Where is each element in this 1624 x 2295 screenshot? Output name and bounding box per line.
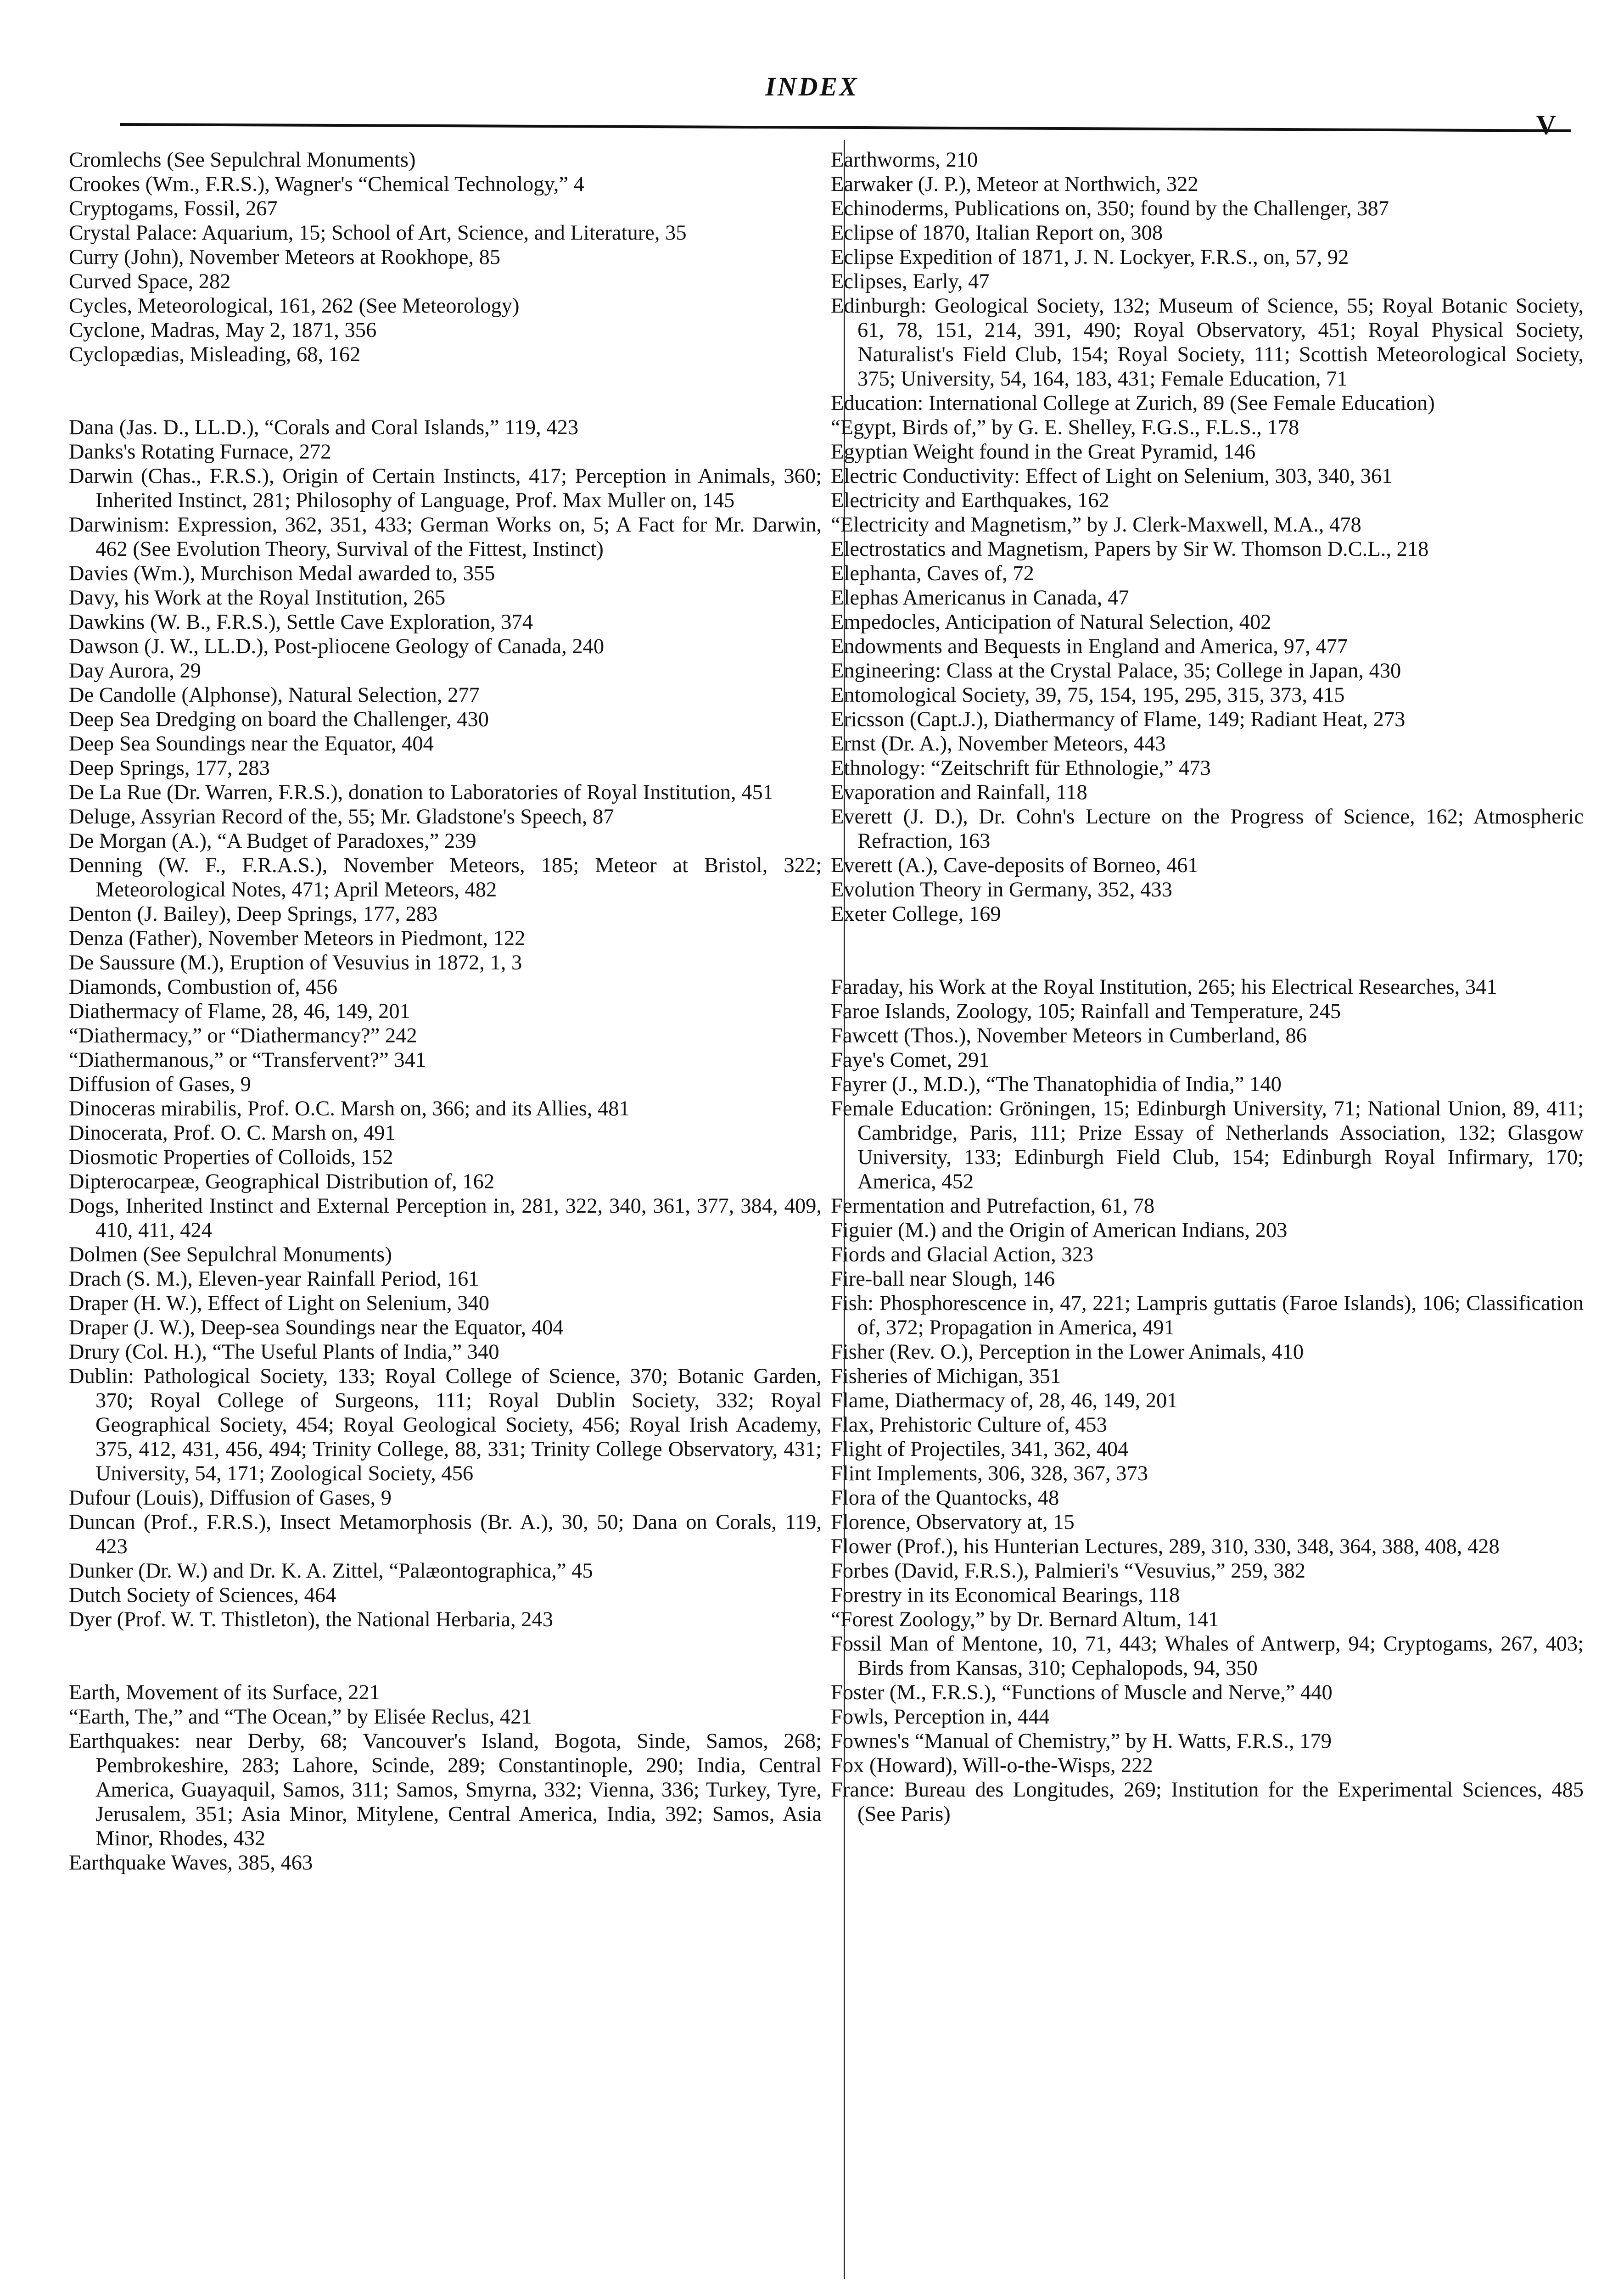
right-column <box>831 148 1584 1826</box>
index-entry: Ethnology: “Zeitschrift für Ethnologie,” 473 <box>831 756 1211 780</box>
index-entry: Dana (Jas. D., LL.D.), “Corals and Coral Islands,” 119, 423 <box>69 416 579 439</box>
index-entry: Dutch Society of Sciences, 464 <box>69 1584 336 1607</box>
index-entry: Empedocles, Anticipation of Natural Selection, 402 <box>831 610 1271 634</box>
index-entry: Darwinism: Expression, 362, 351, 433; German Works on, 5; A Fact for Mr. Darwin, 462 (See Evolution Theory, Survival of the Fittest, Instinct) <box>69 513 822 561</box>
index-entry: Fiords and Glacial Action, 323 <box>831 1243 1094 1266</box>
index-entry: Cycles, Meteorological, 161, 262 (See Meteorology) <box>69 294 520 318</box>
index-entry: Crookes (Wm., F.R.S.), Wagner's “Chemical Technology,” 4 <box>69 173 584 196</box>
index-entry: Faraday, his Work at the Royal Institution, 265; his Electrical Researches, 341 <box>831 975 1497 999</box>
index-entry: Flower (Prof.), his Hunterian Lectures, 289, 310, 330, 348, 364, 388, 408, 428 <box>831 1535 1500 1558</box>
index-entry: “Diathermanous,” or “Transfervent?” 341 <box>69 1048 426 1072</box>
index-entry: Echinoderms, Publications on, 350; found by the Challenger, 387 <box>831 197 1389 220</box>
index-entry: Fossil Man of Mentone, 10, 71, 443; Whales of Antwerp, 94; Cryptogams, 267, 403; Birds from Kansas, 310; Cephalopods, 94, 350 <box>831 1632 1584 1680</box>
index-entry: Faroe Islands, Zoology, 105; Rainfall and Temperature, 245 <box>831 1000 1341 1023</box>
index-entry: Entomological Society, 39, 75, 154, 195, 295, 315, 373, 415 <box>831 683 1345 707</box>
index-entry: Dawson (J. W., LL.D.), Post-pliocene Geology of Canada, 240 <box>69 635 605 658</box>
index-entry: Dinocerata, Prof. O. C. Marsh on, 491 <box>69 1121 396 1145</box>
index-entry: Everett (J. D.), Dr. Cohn's Lecture on the Progress of Science, 162; Atmospheric Refraction, 163 <box>831 805 1584 853</box>
index-entry: Electricity and Earthquakes, 162 <box>831 489 1109 512</box>
index-entry: Engineering: Class at the Crystal Palace, 35; College in Japan, 430 <box>831 659 1401 683</box>
index-entry: Elephas Americanus in Canada, 47 <box>831 586 1129 610</box>
index-entry: Fermentation and Putrefaction, 61, 78 <box>831 1194 1155 1218</box>
index-entry: Diffusion of Gases, 9 <box>69 1073 251 1096</box>
index-entry: “Earth, The,” and “The Ocean,” by Elisée Reclus, 421 <box>69 1705 532 1729</box>
index-entry: Flax, Prehistoric Culture of, 453 <box>831 1413 1107 1437</box>
index-entry: Female Education: Gröningen, 15; Edinburgh University, 71; National Union, 89, 411; Cambridge, Paris, 111; Prize Essay of Netherlands Association, 132; Glasgow University, 133; Edinburgh Field Club, 154; Edinburgh Royal Infirmary, 170; America, 452 <box>831 1097 1584 1193</box>
index-entry: Cryptogams, Fossil, 267 <box>69 197 278 220</box>
index-entry: Earthquake Waves, 385, 463 <box>69 1851 313 1875</box>
index-entry: De Morgan (A.), “A Budget of Paradoxes,” 239 <box>69 829 476 853</box>
index-entry: Draper (H. W.), Effect of Light on Selenium, 340 <box>69 1292 490 1315</box>
index-entry: Ericsson (Capt.J.), Diathermancy of Flame, 149; Radiant Heat, 273 <box>831 708 1406 731</box>
index-entry: Evolution Theory in Germany, 352, 433 <box>831 878 1172 901</box>
index-entry: Curry (John), November Meteors at Rookhope, 85 <box>69 246 501 269</box>
index-entry: Electric Conductivity: Effect of Light on Selenium, 303, 340, 361 <box>831 465 1393 488</box>
index-entry: Flora of the Quantocks, 48 <box>831 1486 1059 1510</box>
index-entry: Flint Implements, 306, 328, 367, 373 <box>831 1462 1148 1485</box>
index-entry: Darwin (Chas., F.R.S.), Origin of Certain Instincts, 417; Perception in Animals, 360; Inherited Instinct, 281; Philosophy of Language, Prof. Max Muller on, 145 <box>69 465 822 512</box>
index-entry: Dawkins (W. B., F.R.S.), Settle Cave Exploration, 374 <box>69 610 533 634</box>
index-entry: Fisher (Rev. O.), Perception in the Lower Animals, 410 <box>831 1340 1304 1364</box>
index-entry: “Diathermacy,” or “Diathermancy?” 242 <box>69 1024 417 1047</box>
index-entry: Draper (J. W.), Deep-sea Soundings near the Equator, 404 <box>69 1316 564 1339</box>
index-entry: Duncan (Prof., F.R.S.), Insect Metamorphosis (Br. A.), 30, 50; Dana on Corals, 119, 423 <box>69 1511 822 1558</box>
index-entry: Ernst (Dr. A.), November Meteors, 443 <box>831 732 1166 756</box>
index-entry: Davy, his Work at the Royal Institution, 265 <box>69 586 446 610</box>
index-entry: Deluge, Assyrian Record of the, 55; Mr. Gladstone's Speech, 87 <box>69 805 614 828</box>
index-entry: Diathermacy of Flame, 28, 46, 149, 201 <box>69 1000 410 1023</box>
index-entry: Drury (Col. H.), “The Useful Plants of India,” 340 <box>69 1340 499 1364</box>
index-entry: Deep Springs, 177, 283 <box>69 756 270 780</box>
index-entry: “Electricity and Magnetism,” by J. Clerk-Maxwell, M.A., 478 <box>831 513 1361 537</box>
index-entry: Earwaker (J. P.), Meteor at Northwich, 322 <box>831 173 1198 196</box>
index-entry: Dipterocarpeæ, Geographical Distribution of, 162 <box>69 1170 495 1193</box>
index-entry: Deep Sea Dredging on board the Challenger, 430 <box>69 708 489 731</box>
index-entry: Dublin: Pathological Society, 133; Royal College of Science, 370; Botanic Garden, 370; Royal College of Surgeons, 111; Royal Dublin Society, 332; Royal Geographical Society, 454; Royal Geological Society, 456; Royal Irish Academy, 375, 412, 431, 456, 494; Trinity College, 88, 331; Trinity College Observatory, 431; University, 54, 171; Zoological Society, 456 <box>69 1365 822 1485</box>
index-entry: Elephanta, Caves of, 72 <box>831 562 1034 585</box>
index-entry: Dogs, Inherited Instinct and External Perception in, 281, 322, 340, 361, 377, 384, 409, 410, 411, 424 <box>69 1194 822 1242</box>
index-entry: Eclipse of 1870, Italian Report on, 308 <box>831 221 1163 245</box>
index-entry: Flight of Projectiles, 341, 362, 404 <box>831 1438 1129 1461</box>
index-entry: Education: International College at Zurich, 89 (See Female Education) <box>831 392 1435 415</box>
index-entry: Fayrer (J., M.D.), “The Thanatophidia of India,” 140 <box>831 1073 1282 1096</box>
index-entry: Earthquakes: near Derby, 68; Vancouver's Island, Bogota, Sinde, Samos, 268; Pembrokeshire, 283; Lahore, Scinde, 289; Constantinople, 290; India, Central America, Guayaquil, Samos, 311; Samos, Smyrna, 332; Vienna, 336; Turkey, Tyre, Jerusalem, 351; Asia Minor, Mitylene, Central America, India, 392; Samos, Asia Minor, Rhodes, 432 <box>69 1730 822 1850</box>
index-entry: Dunker (Dr. W.) and Dr. K. A. Zittel, “Palæontographica,” 45 <box>69 1559 593 1583</box>
index-entry: Davies (Wm.), Murchison Medal awarded to, 355 <box>69 562 495 585</box>
page-number: V <box>1536 110 1556 140</box>
index-entry: Dyer (Prof. W. T. Thistleton), the National Herbaria, 243 <box>69 1608 554 1631</box>
index-entry: Eclipse Expedition of 1871, J. N. Lockyer, F.R.S., on, 57, 92 <box>831 246 1349 269</box>
header-rule <box>120 123 1571 132</box>
index-entry: Fownes's “Manual of Chemistry,” by H. Watts, F.R.S., 179 <box>831 1730 1332 1753</box>
index-entry: Day Aurora, 29 <box>69 659 201 683</box>
index-entry: Everett (A.), Cave-deposits of Borneo, 461 <box>831 854 1198 877</box>
index-entry: De Saussure (M.), Eruption of Vesuvius in 1872, 1, 3 <box>69 951 522 974</box>
index-entry: Forestry in its Economical Bearings, 118 <box>831 1584 1180 1607</box>
index-entry: France: Bureau des Longitudes, 269; Institution for the Experimental Sciences, 485 (See Paris) <box>831 1778 1584 1826</box>
index-entry: “Forest Zoology,” by Dr. Bernard Altum, 141 <box>831 1608 1219 1631</box>
index-entry: Cromlechs (See Sepulchral Monuments) <box>69 148 416 172</box>
index-entry: Drach (S. M.), Eleven-year Rainfall Period, 161 <box>69 1267 479 1291</box>
index-entry: Diosmotic Properties of Colloids, 152 <box>69 1146 393 1169</box>
index-entry: Deep Sea Soundings near the Equator, 404 <box>69 732 434 756</box>
index-entry: Diamonds, Combustion of, 456 <box>69 975 338 999</box>
index-entry: Cyclone, Madras, May 2, 1871, 356 <box>69 319 377 342</box>
index-entry: Florence, Observatory at, 15 <box>831 1511 1075 1534</box>
index-entry: Electrostatics and Magnetism, Papers by Sir W. Thomson D.C.L., 218 <box>831 537 1429 561</box>
index-entry: Fire-ball near Slough, 146 <box>831 1267 1055 1291</box>
index-entry: Figuier (M.) and the Origin of American Indians, 203 <box>831 1219 1288 1242</box>
index-entry: Flame, Diathermacy of, 28, 46, 149, 201 <box>831 1389 1178 1412</box>
index-entry: Exeter College, 169 <box>831 902 1001 926</box>
index-entry: De La Rue (Dr. Warren, F.R.S.), donation to Laboratories of Royal Institution, 451 <box>69 781 773 804</box>
index-entry: Denton (J. Bailey), Deep Springs, 177, 283 <box>69 902 438 926</box>
left-column <box>69 148 822 1875</box>
index-entry: Egyptian Weight found in the Great Pyramid, 146 <box>831 440 1256 464</box>
index-entry: Cyclopædias, Misleading, 68, 162 <box>69 343 361 366</box>
index-entry: Denza (Father), November Meteors in Piedmont, 122 <box>69 927 526 950</box>
index-entry: Dolmen (See Sepulchral Monuments) <box>69 1243 392 1266</box>
index-entry: Faye's Comet, 291 <box>831 1048 990 1072</box>
index-entry: Curved Space, 282 <box>69 270 231 293</box>
index-entry: Dufour (Louis), Diffusion of Gases, 9 <box>69 1486 392 1510</box>
index-entry: Crystal Palace: Aquarium, 15; School of Art, Science, and Literature, 35 <box>69 221 687 245</box>
index-entry: Forbes (David, F.R.S.), Palmieri's “Vesuvius,” 259, 382 <box>831 1559 1306 1583</box>
index-entry: Eclipses, Early, 47 <box>831 270 990 293</box>
index-entry: Earthworms, 210 <box>831 148 978 172</box>
index-entry: Evaporation and Rainfall, 118 <box>831 781 1087 804</box>
index-entry: “Egypt, Birds of,” by G. E. Shelley, F.G.S., F.L.S., 178 <box>831 416 1299 439</box>
index-entry: Fisheries of Michigan, 351 <box>831 1365 1061 1388</box>
index-entry: Denning (W. F., F.R.A.S.), November Meteors, 185; Meteor at Bristol, 322; Meteorological Notes, 471; April Meteors, 482 <box>69 854 822 901</box>
index-entry: Earth, Movement of its Surface, 221 <box>69 1681 380 1704</box>
index-entry: Fish: Phosphorescence in, 47, 221; Lampris guttatis (Faroe Islands), 106; Classification of, 372; Propagation in America, 491 <box>831 1292 1584 1339</box>
index-entry: Foster (M., F.R.S.), “Functions of Muscle and Nerve,” 440 <box>831 1681 1333 1704</box>
index-entry: Edinburgh: Geological Society, 132; Museum of Science, 55; Royal Botanic Society, 61, 78, 151, 214, 391, 490; Royal Observatory, 451; Royal Physical Society, Naturalist's Field Club, 154; Royal Society, 111; Scottish Meteorological Society, 375; University, 54, 164, 183, 431; Female Education, 71 <box>831 294 1584 391</box>
index-entry: De Candolle (Alphonse), Natural Selection, 277 <box>69 683 480 707</box>
index-entry: Fox (Howard), Will-o-the-Wisps, 222 <box>831 1754 1153 1777</box>
index-entry: Endowments and Bequests in England and America, 97, 477 <box>831 635 1348 658</box>
index-entry: Dinoceras mirabilis, Prof. O.C. Marsh on, 366; and its Allies, 481 <box>69 1097 630 1120</box>
running-title: INDEX <box>765 72 859 101</box>
index-entry: Fawcett (Thos.), November Meteors in Cumberland, 86 <box>831 1024 1307 1047</box>
index-entry: Fowls, Perception in, 444 <box>831 1705 1050 1729</box>
index-entry: Danks's Rotating Furnace, 272 <box>69 440 331 464</box>
